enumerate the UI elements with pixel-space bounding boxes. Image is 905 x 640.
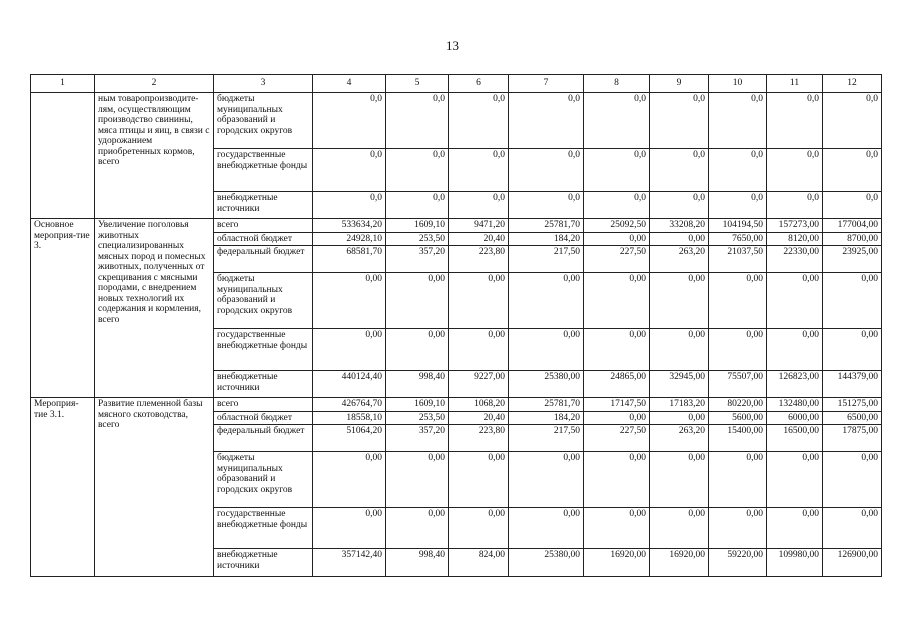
amount-cell: 0,00 [449,508,509,549]
amount-cell: 440124,40 [313,371,386,398]
amount-cell: 157273,00 [767,219,823,233]
funding-source-cell: внебюджетные источники [214,371,313,398]
amount-cell: 0,00 [650,232,709,246]
measure-number-cell: Основное мероприя-тие 3. [31,219,95,398]
amount-cell: 0,0 [584,149,650,192]
amount-cell: 22330,00 [767,246,823,273]
amount-cell: 23925,00 [823,246,882,273]
amount-cell: 0,00 [650,329,709,371]
amount-cell: 0,00 [449,452,509,508]
amount-cell: 0,00 [823,273,882,329]
amount-cell: 253,50 [386,232,449,246]
amount-cell: 20,40 [449,232,509,246]
amount-cell: 6000,00 [767,411,823,425]
amount-cell: 126823,00 [767,371,823,398]
amount-cell: 0,0 [584,192,650,219]
amount-cell: 109980,00 [767,549,823,577]
amount-cell: 75507,00 [709,371,767,398]
amount-cell: 25781,70 [509,398,584,412]
amount-cell: 0,0 [386,192,449,219]
amount-cell: 0,0 [584,93,650,149]
amount-cell: 184,20 [509,411,584,425]
amount-cell: 0,00 [584,273,650,329]
amount-cell: 104194,50 [709,219,767,233]
amount-cell: 8120,00 [767,232,823,246]
column-number: 6 [449,75,509,93]
amount-cell: 223,80 [449,246,509,273]
measure-description-cell: Развитие племенной базы мясного скотоводства, всего [95,398,214,577]
column-number: 11 [767,75,823,93]
column-number: 12 [823,75,882,93]
funding-source-cell: всего [214,398,313,412]
amount-cell: 227,50 [584,425,650,452]
amount-cell: 0,00 [509,508,584,549]
funding-source-cell: внебюджетные источники [214,192,313,219]
measure-description-cell: Увеличение поголовья животных специализированных мясных пород и помесных животных, полученных от скрещивания с мясными породами, с внедрением новых технологий их содержания и кормления, всего [95,219,214,398]
amount-cell: 824,00 [449,549,509,577]
amount-cell: 0,00 [509,452,584,508]
amount-cell: 0,0 [709,93,767,149]
amount-cell: 0,0 [709,149,767,192]
amount-cell: 1068,20 [449,398,509,412]
amount-cell: 0,0 [386,93,449,149]
amount-cell: 16920,00 [650,549,709,577]
amount-cell: 0,0 [650,149,709,192]
amount-cell: 0,00 [449,273,509,329]
column-number: 3 [214,75,313,93]
amount-cell: 0,00 [823,508,882,549]
amount-cell: 184,20 [509,232,584,246]
funding-source-cell: областной бюджет [214,411,313,425]
amount-cell: 426764,70 [313,398,386,412]
amount-cell: 0,00 [386,273,449,329]
amount-cell: 0,00 [509,273,584,329]
amount-cell: 357142,40 [313,549,386,577]
amount-cell: 18558,10 [313,411,386,425]
amount-cell: 263,20 [650,425,709,452]
amount-cell: 59220,00 [709,549,767,577]
amount-cell: 0,0 [449,93,509,149]
amount-cell: 0,00 [584,508,650,549]
amount-cell: 0,00 [650,508,709,549]
column-number: 7 [509,75,584,93]
funding-source-cell: всего [214,219,313,233]
column-number: 5 [386,75,449,93]
funding-source-cell: внебюджетные источники [214,549,313,577]
measure-number-cell: Мероприя-тие 3.1. [31,398,95,577]
amount-cell: 20,40 [449,411,509,425]
amount-cell: 0,00 [313,452,386,508]
funding-source-cell: государственные внебюджетные фонды [214,329,313,371]
amount-cell: 0,0 [767,149,823,192]
amount-cell: 0,00 [650,411,709,425]
amount-cell: 17147,50 [584,398,650,412]
column-number: 2 [95,75,214,93]
amount-cell: 126900,00 [823,549,882,577]
amount-cell: 0,00 [386,329,449,371]
amount-cell: 0,00 [386,508,449,549]
amount-cell: 51064,20 [313,425,386,452]
funding-source-cell: бюджеты муниципальных образований и городских округов [214,452,313,508]
amount-cell: 0,00 [709,329,767,371]
column-number: 8 [584,75,650,93]
amount-cell: 1609,10 [386,219,449,233]
funding-source-cell: федеральный бюджет [214,425,313,452]
amount-cell: 25380,00 [509,371,584,398]
amount-cell: 68581,70 [313,246,386,273]
amount-cell: 16920,00 [584,549,650,577]
amount-cell: 0,0 [509,149,584,192]
funding-source-cell: государственные внебюджетные фонды [214,149,313,192]
funding-source-cell: бюджеты муниципальных образований и городских округов [214,273,313,329]
amount-cell: 357,20 [386,246,449,273]
table-body [31,93,882,577]
amount-cell: 32945,00 [650,371,709,398]
amount-cell: 0,00 [584,329,650,371]
amount-cell: 0,00 [709,452,767,508]
amount-cell: 21037,50 [709,246,767,273]
amount-cell: 217,50 [509,425,584,452]
amount-cell: 0,00 [509,329,584,371]
amount-cell: 0,0 [767,192,823,219]
amount-cell: 357,20 [386,425,449,452]
funding-source-cell: федеральный бюджет [214,246,313,273]
amount-cell: 151275,00 [823,398,882,412]
amount-cell: 0,00 [767,452,823,508]
amount-cell: 0,00 [313,508,386,549]
budget-table [30,74,882,577]
amount-cell: 0,0 [767,93,823,149]
amount-cell: 1609,10 [386,398,449,412]
column-number-row [31,75,882,93]
amount-cell: 24928,10 [313,232,386,246]
amount-cell: 0,00 [709,273,767,329]
column-number: 1 [31,75,95,93]
funding-source-cell: областной бюджет [214,232,313,246]
amount-cell: 0,00 [767,329,823,371]
amount-cell: 0,00 [313,273,386,329]
amount-cell: 0,00 [449,329,509,371]
funding-source-cell: бюджеты муниципальных образований и городских округов [214,93,313,149]
column-number: 4 [313,75,386,93]
amount-cell: 0,0 [509,192,584,219]
amount-cell: 5600,00 [709,411,767,425]
amount-cell: 0,0 [386,149,449,192]
amount-cell: 217,50 [509,246,584,273]
amount-cell: 16500,00 [767,425,823,452]
measure-number-cell [31,93,95,219]
amount-cell: 0,0 [823,93,882,149]
amount-cell: 0,00 [650,452,709,508]
amount-cell: 998,40 [386,371,449,398]
amount-cell: 0,0 [823,192,882,219]
amount-cell: 253,50 [386,411,449,425]
amount-cell: 80220,00 [709,398,767,412]
amount-cell: 24865,00 [584,371,650,398]
column-number: 10 [709,75,767,93]
amount-cell: 0,00 [584,232,650,246]
amount-cell: 9227,00 [449,371,509,398]
page-number: 13 [446,38,459,53]
amount-cell: 533634,20 [313,219,386,233]
amount-cell: 177004,00 [823,219,882,233]
amount-cell: 263,20 [650,246,709,273]
amount-cell: 0,00 [313,329,386,371]
amount-cell: 0,0 [313,93,386,149]
amount-cell: 0,00 [767,508,823,549]
amount-cell: 0,00 [709,508,767,549]
amount-cell: 25781,70 [509,219,584,233]
amount-cell: 17183,20 [650,398,709,412]
amount-cell: 0,0 [650,93,709,149]
amount-cell: 0,0 [509,93,584,149]
amount-cell: 0,00 [386,452,449,508]
amount-cell: 25092,50 [584,219,650,233]
amount-cell: 0,00 [584,411,650,425]
table-row [31,219,882,233]
amount-cell: 0,0 [650,192,709,219]
amount-cell: 0,0 [449,149,509,192]
amount-cell: 6500,00 [823,411,882,425]
amount-cell: 0,0 [709,192,767,219]
amount-cell: 0,00 [650,273,709,329]
amount-cell: 0,00 [584,452,650,508]
amount-cell: 0,0 [313,149,386,192]
amount-cell: 17875,00 [823,425,882,452]
amount-cell: 132480,00 [767,398,823,412]
amount-cell: 227,50 [584,246,650,273]
table-row [31,398,882,412]
amount-cell: 0,0 [823,149,882,192]
amount-cell: 144379,00 [823,371,882,398]
amount-cell: 0,0 [449,192,509,219]
amount-cell: 223,80 [449,425,509,452]
amount-cell: 25380,00 [509,549,584,577]
amount-cell: 0,00 [823,452,882,508]
column-number: 9 [650,75,709,93]
amount-cell: 8700,00 [823,232,882,246]
measure-description-cell: ным товаропроизводите-лям, осуществляющим производство свинины, мяса птицы и яиц, в связи с удорожанием приобретенных кормов, всего [95,93,214,219]
table-row [31,93,882,149]
amount-cell: 33208,20 [650,219,709,233]
amount-cell: 15400,00 [709,425,767,452]
amount-cell: 998,40 [386,549,449,577]
funding-source-cell: государственные внебюджетные фонды [214,508,313,549]
amount-cell: 0,00 [767,273,823,329]
amount-cell: 0,0 [313,192,386,219]
amount-cell: 9471,20 [449,219,509,233]
amount-cell: 0,00 [823,329,882,371]
amount-cell: 7650,00 [709,232,767,246]
